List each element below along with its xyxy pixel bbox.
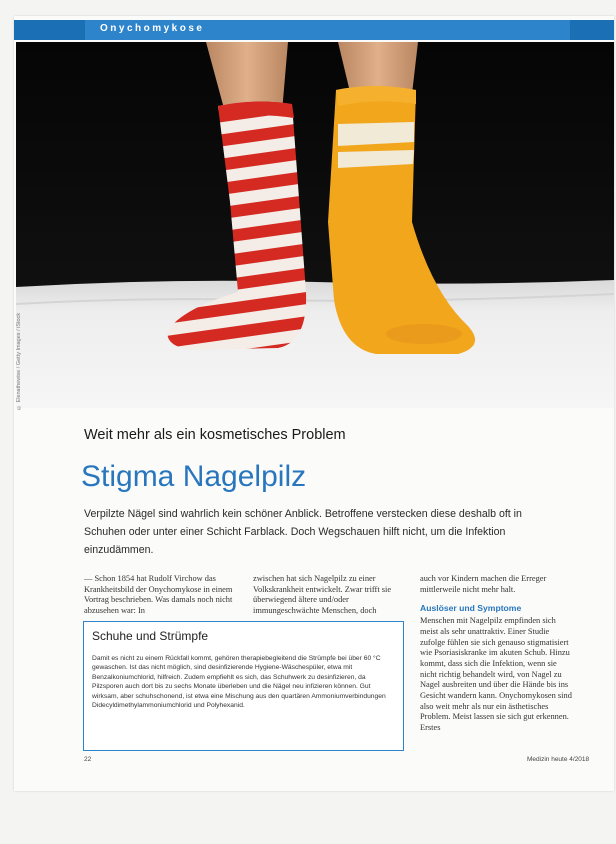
magazine-page: [14, 16, 614, 791]
article-subtitle: Weit mehr als ein kosmetisches Problem: [84, 427, 346, 443]
info-box-text: Damit es nicht zu einem Rückfall kommt, gehören therapiebegleitend die Strümpfe bei über 60 °C gewaschen. Ist das nicht möglich, sind desinfizierende Hygiene-Wäschespüler, etwa mit Benzalkoniumchlorid, hilfreich. Zudem empfiehlt es sich, das Schuhwerk zu desinfizieren, da Pilzsporen auch dort bis zu sechs Monate überleben und die Nägel neu infizieren können. Gut wirksam, aber schuhschonend, ist etwa eine Mischung aus den quartären Ammoniumverbindungen Didecyldimethylammoniumchlorid und Polyhexanid.: [92, 655, 386, 710]
body-column-3: [420, 574, 572, 734]
magazine-issue: Medizin heute 4/2018: [527, 756, 590, 763]
info-box: [83, 621, 404, 751]
column-3-intro: auch vor Kindern machen die Erreger mittlerweile nicht mehr halt.: [420, 574, 547, 594]
section-header-label: Onychomykose: [100, 23, 205, 34]
column-3-body: Menschen mit Nagelpilz empfinden sich meist als sehr unattraktiv. Einer Studie zufolge fühlen sie sich genauso stigmatisiert wie Psoriasiskranke im akuten Schub. Hinzu kommt, dass sich die Infektion, wenn sie nicht richtig behandelt wird, von Nagel zu Nagel ausbreiten und über die Hände bis ins Gesicht wandern kann. Onychomykosen sind also weit mehr als nur ein ästhetisches Problem. Meist lassen sie sich gut erkennen. Erstes: [420, 616, 572, 733]
photo-credit: © Elenathewise / Getty Images / iStock: [16, 312, 22, 410]
info-box-title: Schuhe und Strümpfe: [92, 629, 209, 643]
article-photo-socks: [16, 42, 614, 408]
body-column-2: zwischen hat sich Nagelpilz zu einer Volkskrankheit entwickelt. Zwar trifft sie überwiegend ältere und/oder immungeschwächte Menschen, doch: [253, 574, 392, 616]
section-heading-symptoms: Auslöser und Symptome: [420, 603, 522, 614]
article-lead: Verpilzte Nägel sind wahrlich kein schöner Anblick. Betroffene verstecken diese deshalb oft in Schuhen oder unter einer Schicht Farblack. Doch Wegschauen hilft nicht, um die Infektion einzudämmen.: [84, 508, 522, 556]
article-title: Stigma Nagelpilz: [81, 460, 307, 493]
body-column-1: — Schon 1854 hat Rudolf Virchow das Krankheitsbild der Onychomykose in einem Vortrag beschrieben. Was damals noch nicht abzusehen war: In: [84, 574, 233, 616]
page-number: 22: [84, 756, 92, 763]
